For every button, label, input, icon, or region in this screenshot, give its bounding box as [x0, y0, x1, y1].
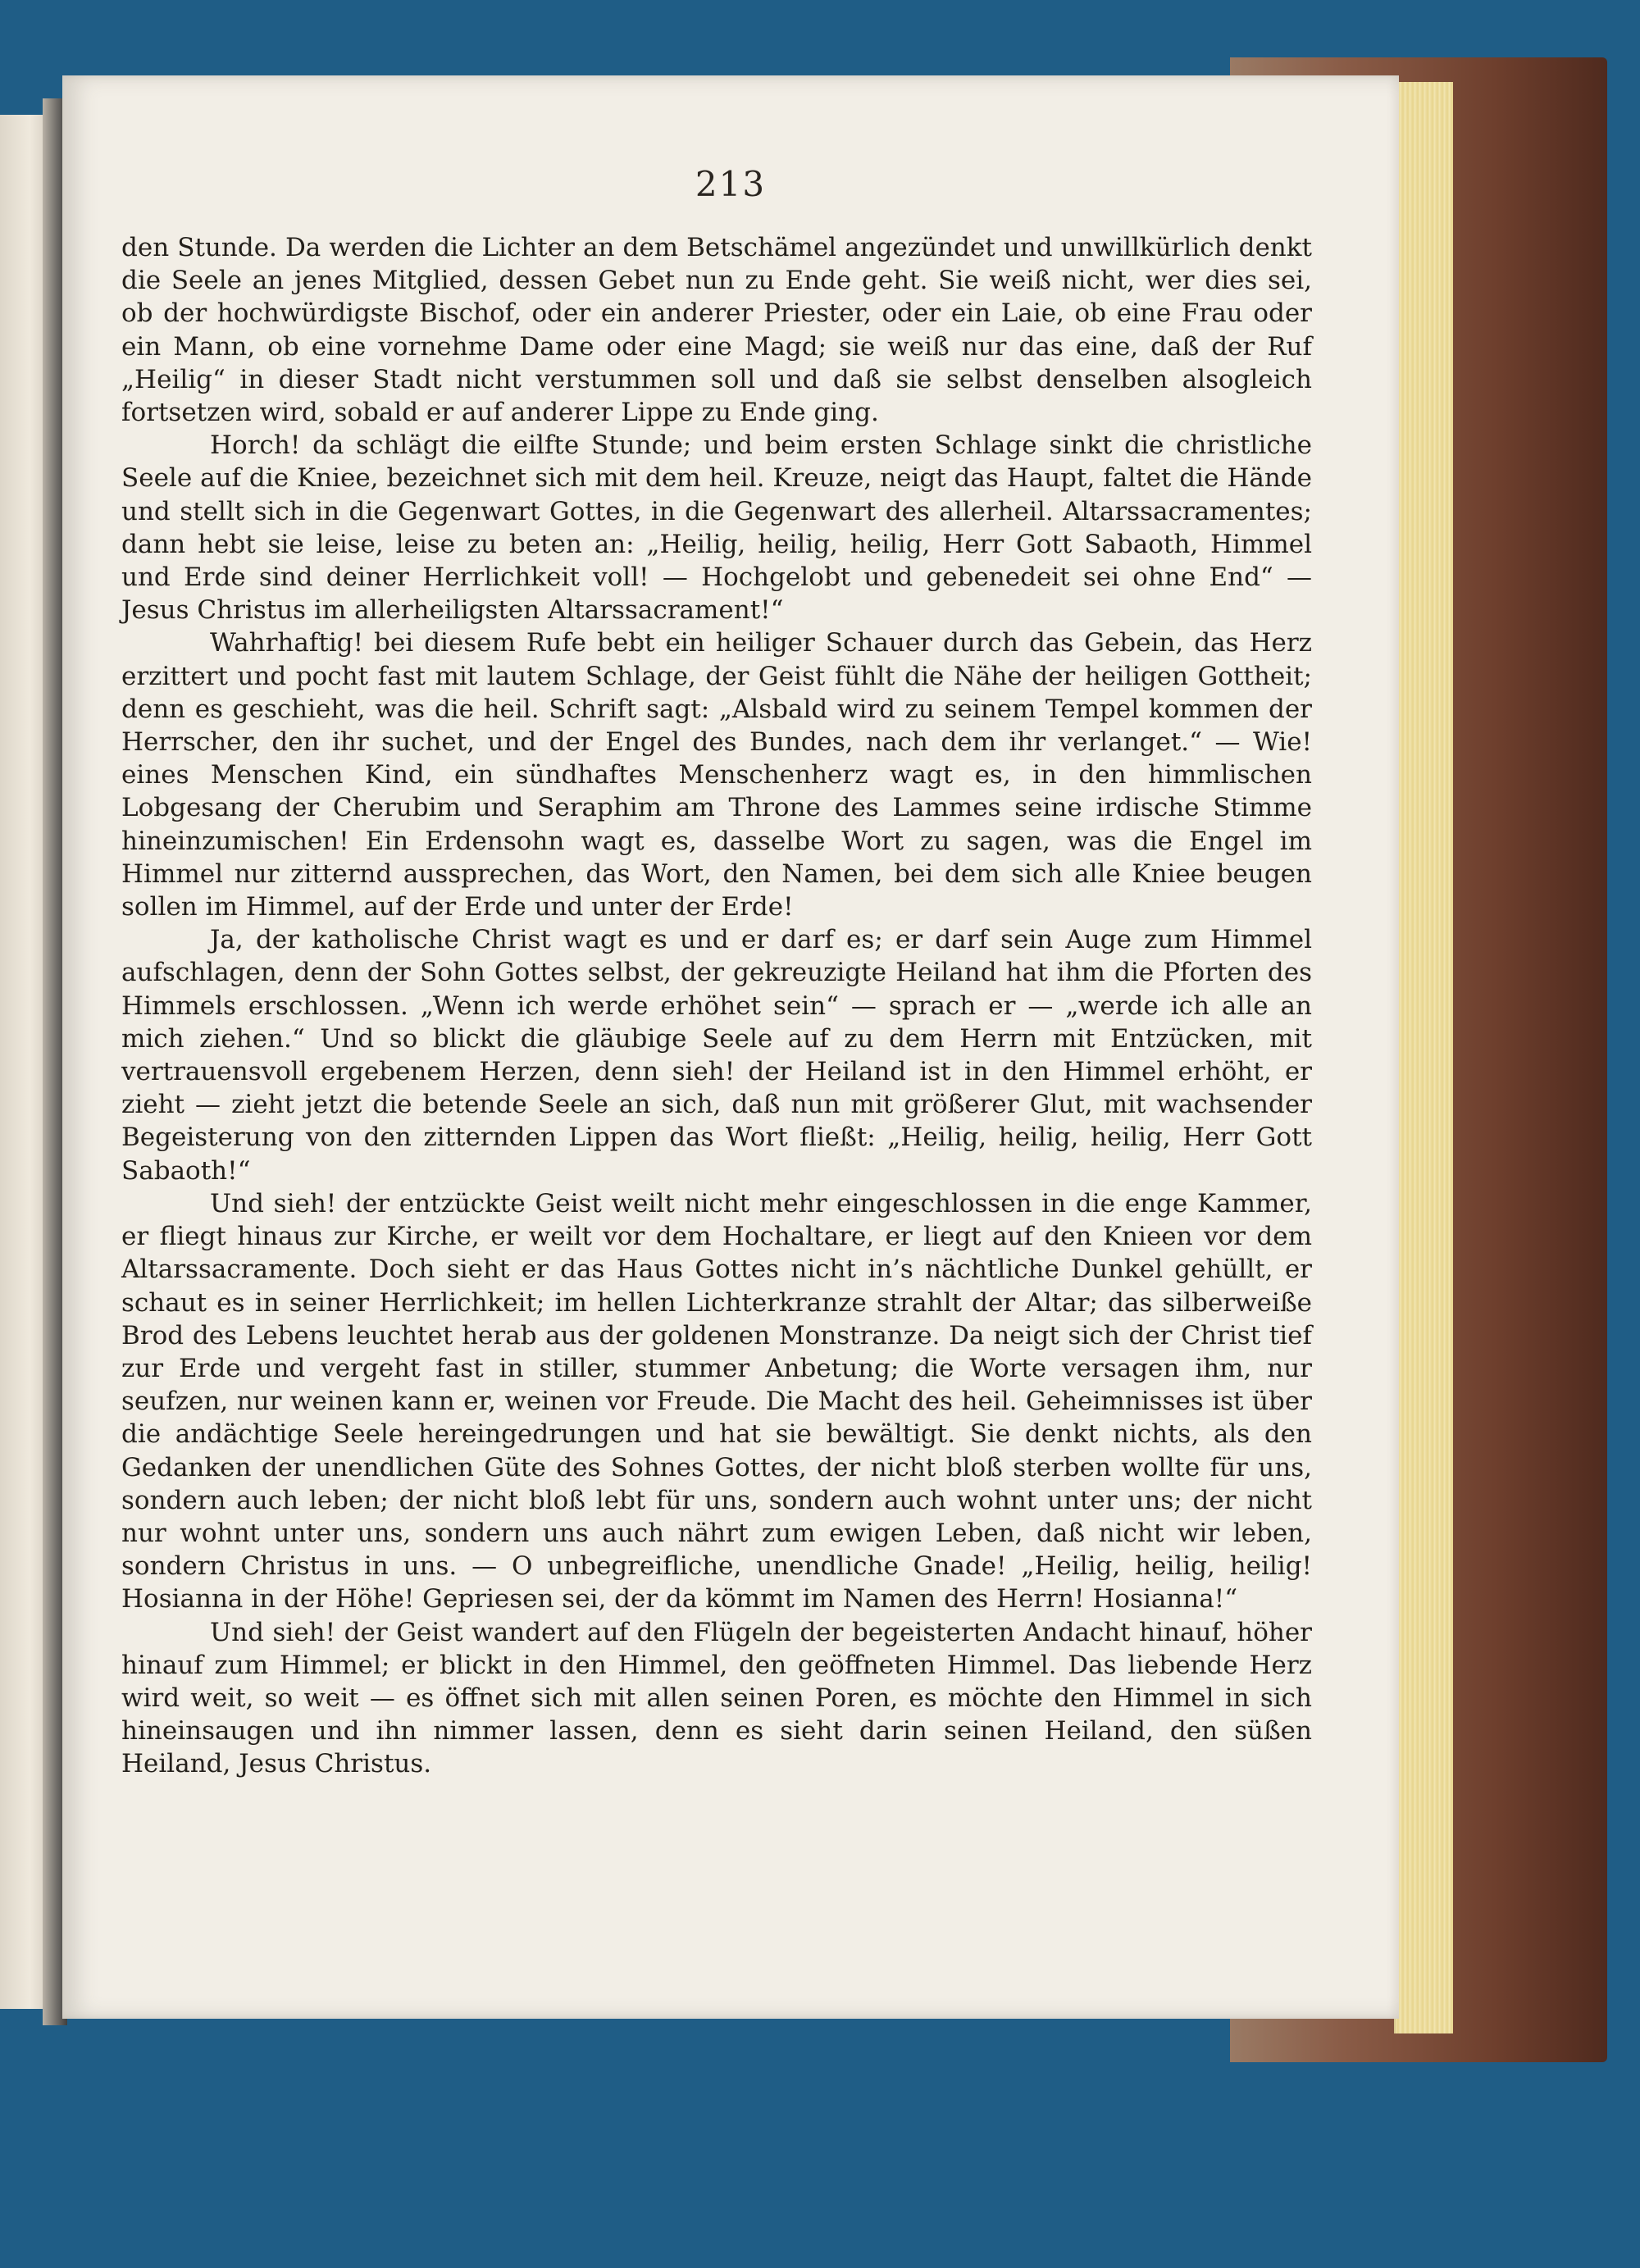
- paragraph: Wahrhaftig! bei diesem Rufe bebt ein heiliger Schauer durch das Gebein, das Herz erzittert und pocht fast mit lautem Schlage, der Geist fühlt die Nähe der heiligen Gottheit; denn es geschieht, was die heil. Schrift sagt: „Alsbald wird zu seinem Tempel kommen der Herrscher, den ihr suchet, und der Engel des Bundes, nach dem ihr verlanget.“ — Wie! eines Menschen Kind, ein sündhaftes Menschenherz wagt es, in den himmlischen Lobgesang der Cherubim und Seraphim am Throne des Lammes seine irdische Stimme hineinzumischen! Ein Erdensohn wagt es, dasselbe Wort zu sagen, was die Engel im Himmel nur zitternd aussprechen, das Wort, den Namen, bei dem sich alle Kniee beugen sollen im Himmel, auf der Erde und unter der Erde!: [121, 628, 1312, 922]
- paragraph: den Stunde. Da werden die Lichter an dem Betschämel angezündet und unwillkürlich denkt die Seele an jenes Mitglied, dessen Gebet nun zu Ende geht. Sie weiß nicht, wer dies sei, ob der hochwürdigste Bischof, oder ein anderer Priester, oder ein Laie, ob eine Frau oder ein Mann, ob eine vornehme Dame oder eine Magd; sie weiß nur das eine, daß der Ruf „Heilig“ in dieser Stadt nicht verstummen soll und daß sie selbst denselben alsogleich fortsetzen wird, sobald er auf anderer Lippe zu Ende ging.: [121, 233, 1312, 428]
- paragraph: Horch! da schlägt die eilfte Stunde; und beim ersten Schlage sinkt die christliche Seele auf die Kniee, bezeichnet sich mit dem heil. Kreuze, neigt das Haupt, faltet die Hände und stellt sich in die Gegenwart Gottes, in die Gegenwart des allerheil. Altarssacramentes; dann hebt sie leise, leise zu beten an: „Heilig, heilig, heilig, Herr Gott Sabaoth, Himmel und Erde sind deiner Herrlichkeit voll! — Hochgelobt und gebenedeit sei ohne End“ — Jesus Christus im allerheiligsten Altarssacrament!“: [121, 430, 1312, 626]
- paragraph: Ja, der katholische Christ wagt es und er darf es; er darf sein Auge zum Himmel aufschlagen, denn der Sohn Gottes selbst, der gekreuzigte Heiland hat ihm die Pforten des Himmels erschlossen. „Wenn ich werde erhöhet sein“ — sprach er — „werde ich alle an mich ziehen.“ Und so blickt die gläubige Seele auf zu dem Herrn mit Entzücken, mit vertrauensvoll ergebenem Herzen, denn sieh! der Heiland ist in den Himmel erhöht, er zieht — zieht jetzt die betende Seele an sich, daß nun mit größerer Glut, mit wachsender Begeisterung von den zitternden Lippen das Wort fließt: „Heilig, heilig, heilig, Herr Gott Sabaoth!“: [121, 925, 1312, 1186]
- paragraph: Und sieh! der Geist wandert auf den Flügeln der begeisterten Andacht hinauf, höher hinauf zum Himmel; er blickt in den Himmel, den geöffneten Himmel. Das liebende Herz wird weit, so weit — es öffnet sich mit allen seinen Poren, es möchte den Himmel in sich hineinsaugen und ihn nimmer lassen, denn es sieht darin seinen Heiland, den süßen Heiland, Jesus Christus.: [121, 1617, 1312, 1779]
- page-text: [121, 231, 1312, 1781]
- book-page: [62, 75, 1399, 2019]
- page-number: 213: [695, 164, 767, 204]
- page-edges: [1394, 82, 1453, 2033]
- paragraph: Und sieh! der entzückte Geist weilt nicht mehr eingeschlossen in die enge Kammer, er fliegt hinaus zur Kirche, er weilt vor dem Hochaltare, er liegt auf den Knieen vor dem Altarssacramente. Doch sieht er das Haus Gottes nicht in’s nächtliche Dunkel gehüllt, er schaut es in seiner Herrlichkeit; im hellen Lichterkranze strahlt der Altar; das silberweiße Brod des Lebens leuchtet herab aus der goldenen Monstranze. Da neigt sich der Christ tief zur Erde und vergeht fast in stiller, stummer Anbetung; die Worte versagen ihm, nur seufzen, nur weinen kann er, weinen vor Freude. Die Macht des heil. Geheimnisses ist über die andächtige Seele hereingedrungen und hat sie bewältigt. Sie denkt nichts, als den Gedanken der unendlichen Güte des Sohnes Gottes, der nicht bloß sterben wollte für uns, sondern auch leben; der nicht bloß lebt für uns, sondern auch wohnt unter uns; der nicht nur wohnt unter uns, sondern uns auch nährt zum ewigen Leben, daß nicht wir leben, sondern Christus in uns. — O unbegreifliche, unendliche Gnade! „Heilig, heilig, heilig! Hosianna in der Höhe! Gepriesen sei, der da kömmt im Namen des Herrn! Hosianna!“: [121, 1188, 1312, 1614]
